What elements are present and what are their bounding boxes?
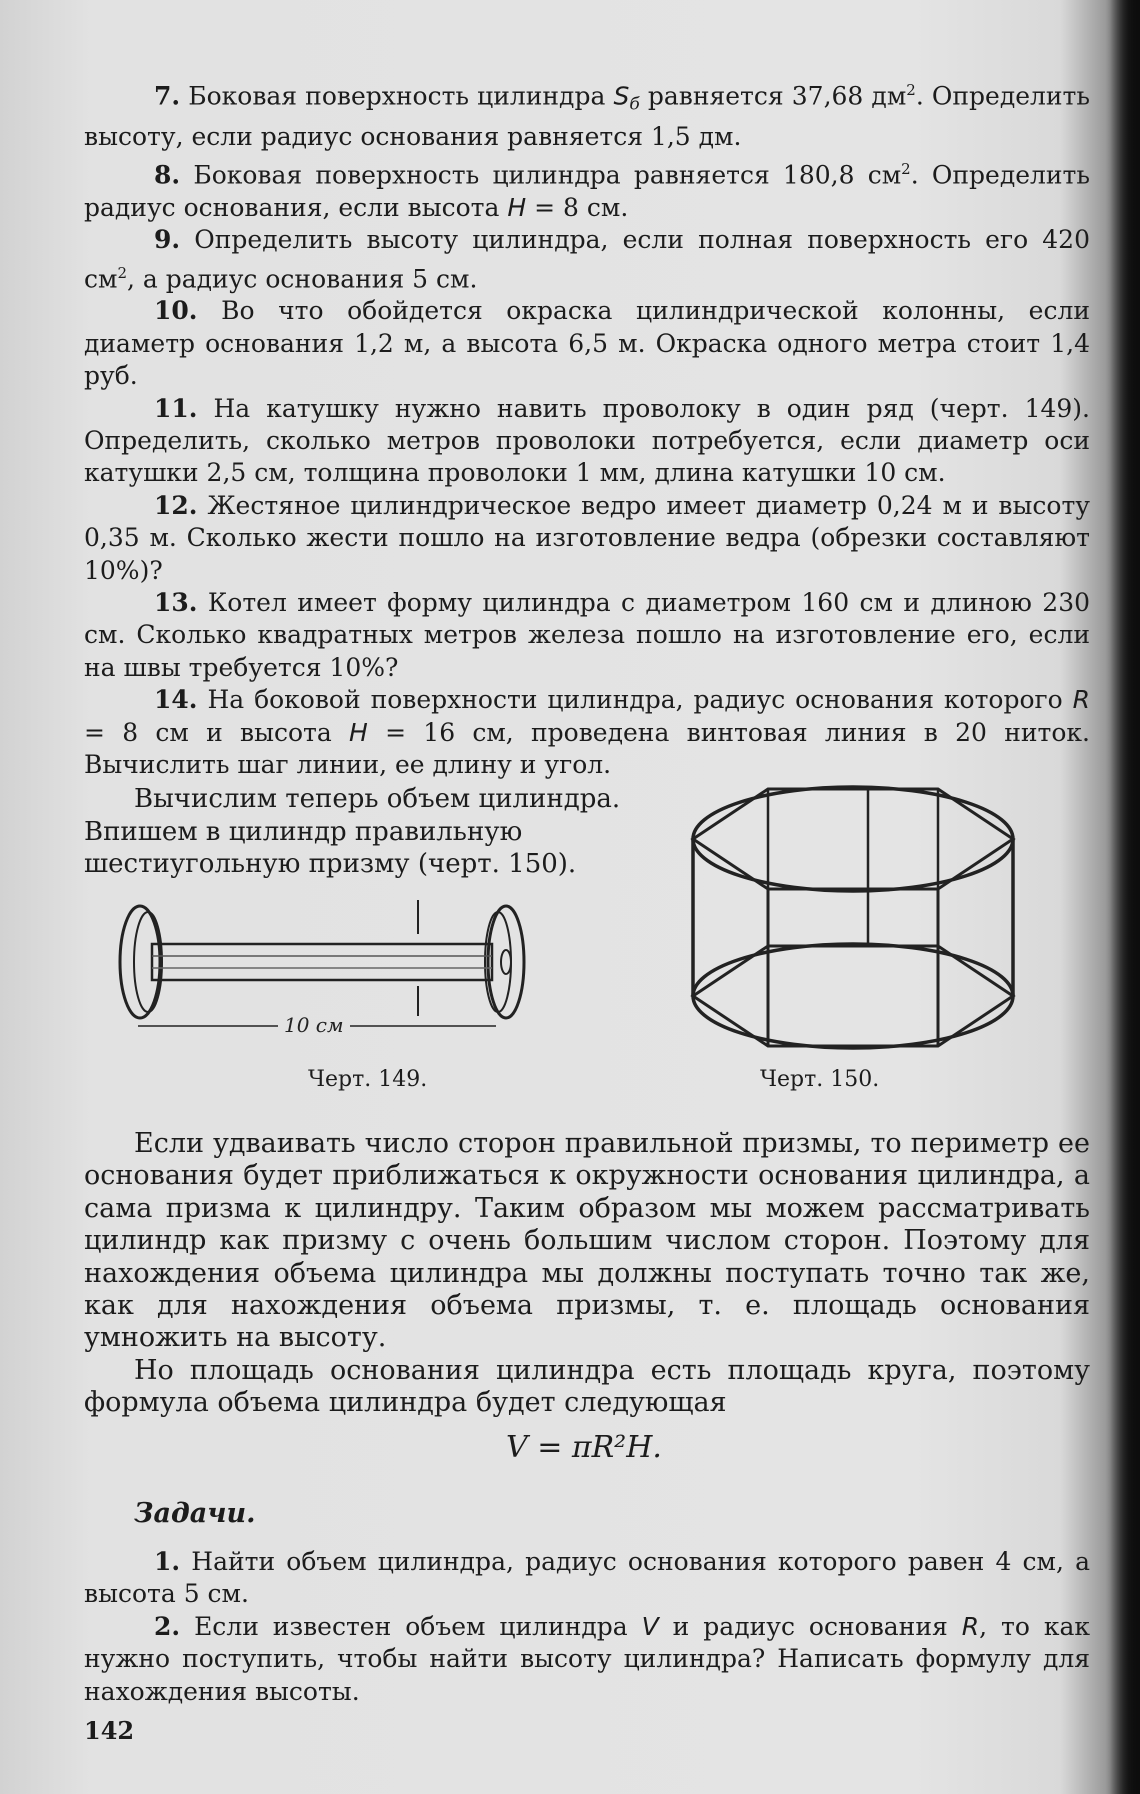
body-paragraph-1: Если удваивать число сторон правильной призмы, то периметр ее основания будет приближаться к окружности основания цилиндра, а сама призма к цилиндру. Таким образом мы можем рассматривать цилиндр как призму с очень большим числом сторон. Поэтому для нахождения объема цилиндра мы должны поступать точно так же, как для нахождения объема призмы, т. е. площадь основания умножить на высоту. xyxy=(84,1128,1090,1354)
problem-9: 9. Определить высоту цилиндра, если полная поверхность его 420 $см^2$, а радиус основания 5 см. xyxy=(84,225,1090,294)
tasks-block xyxy=(84,1546,1090,1708)
figure-150-cylinder-prism xyxy=(688,784,1018,1064)
body-text xyxy=(84,1128,1090,1420)
dimension-label: 10 см xyxy=(284,1013,344,1037)
tasks-heading: Задачи. xyxy=(134,1498,256,1529)
task-1: 1. Найти объем цилиндра, радиус основания которого равен 4 см, а высота 5 см. xyxy=(84,1547,1090,1609)
problems-block xyxy=(84,74,1090,782)
problem-10: 10. Во что обойдется окраска цилиндрической колонны, если диаметр основания 1,2 м, а высота 6,5 м. Окраска одного метра стоит 1,4 руб. xyxy=(84,296,1090,391)
problem-12: 12. Жестяное цилиндрическое ведро имеет диаметр 0,24 м и высоту 0,35 м. Сколько жести пошло на изготовление ведра (обрезки составляют 10%)? xyxy=(84,490,1091,585)
task-2: 2. Если известен объем цилиндра V и радиус основания R, то как нужно поступить, чтобы найти высоту цилиндра? Написать формулу для нахождения высоты. xyxy=(84,1611,1090,1706)
body-paragraph-2: Но площадь основания цилиндра есть площадь круга, поэтому формула объема цилиндра будет следующая xyxy=(84,1354,1090,1419)
caption-149: Черт. 149. xyxy=(308,1067,428,1092)
problem-13: 13. Котел имеет форму цилиндра с диаметром 160 см и длиною 230 см. Сколько квадратных метров железа пошло на изготовление его, если на швы требуется 10%? xyxy=(84,588,1091,682)
problem-7: 7. Боковая поверхность цилиндра $S_б$ равняется 37,68 $дм^2$. Определить высоту, если радиус основания равняется 1,5 дм. xyxy=(84,81,1090,151)
page-number: 142 xyxy=(84,1716,135,1745)
prism-top-hexagon xyxy=(693,789,1013,889)
problem-11: 11. На катушку нужно навить проволоку в один ряд (черт. 149). Определить, сколько метров проволоки потребуется, если диаметр оси катушки 2,5 см, толщина проволоки 1 мм, длина катушки 10 см. xyxy=(84,393,1090,488)
intro-text: Вычислим теперь объем цилиндра. Впишем в цилиндр правильную шестиугольную призму (черт. 150). xyxy=(84,784,621,879)
book-spine-shadow xyxy=(1110,0,1140,1794)
volume-formula: V = πR²H. xyxy=(506,1430,662,1465)
problem-14: 14. На боковой поверхности цилиндра, радиус основания которого R = 8 см и высота H = 16 см, проведена винтовая линия в 20 ниток. Вычислить шаг линии, ее длину и угол. xyxy=(84,685,1090,780)
figure-149-spool xyxy=(118,900,528,1060)
problem-8: 8. Боковая поверхность цилиндра равняется 180,8 $см^2$. Определить радиус основания, если высота H = 8 см. xyxy=(84,160,1090,222)
cylinder-top-ellipse xyxy=(693,787,1013,891)
cylinder-bottom-ellipse xyxy=(693,944,1013,1048)
spool-axle xyxy=(152,944,492,980)
prism-bottom-hexagon xyxy=(693,946,1013,1046)
caption-150: Черт. 150. xyxy=(760,1067,880,1092)
